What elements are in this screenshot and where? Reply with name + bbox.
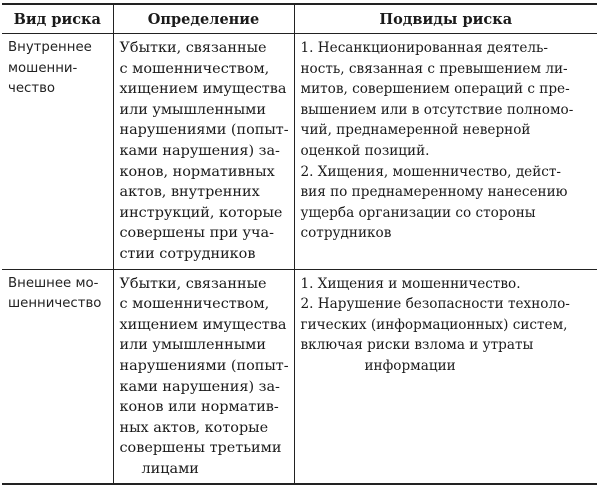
cell-line: нарушениями (попыт- — [119, 357, 289, 374]
cell-line: или умышленными — [119, 101, 266, 118]
cell-line: чество — [8, 81, 56, 97]
cell-line: с мошенничеством, — [119, 296, 270, 313]
cell-line: информации — [364, 357, 456, 374]
cell-line: нарушениями (попыт- — [119, 122, 289, 139]
cell-line: включая риски взлома и утраты — [300, 337, 534, 354]
cell-line: 2. Хищения, мошенничество, дейст- — [300, 163, 562, 180]
table-row-internal-fraud — [2, 34, 597, 270]
cell-line: лицами — [141, 460, 199, 477]
cell-line: шенничество — [8, 296, 102, 312]
cell-line: инструкций, которые — [119, 204, 283, 221]
cell-line: мошенни- — [8, 60, 78, 76]
cell-subtypes — [294, 269, 597, 484]
cell-line: гических (информационных) систем, — [300, 316, 568, 333]
cell-risk-type — [2, 269, 113, 484]
cell-line: конов или норматив- — [119, 399, 279, 416]
cell-line: ных актов, которые — [119, 419, 269, 436]
cell-line: ками нарушения) за- — [119, 378, 280, 395]
cell-line: Убытки, связанные — [119, 275, 267, 292]
cell-line: с мошенничеством, — [119, 60, 270, 77]
cell-line: совершены при уча- — [119, 225, 274, 242]
cell-line: чий, преднамеренной неверной — [300, 122, 531, 139]
cell-line: Внешнее мо- — [8, 275, 99, 291]
cell-risk-type — [2, 34, 113, 270]
cell-line: сотрудников — [300, 225, 392, 242]
cell-line: 1. Хищения и мошенничество. — [300, 275, 521, 292]
cell-line: Внутреннее — [8, 40, 92, 55]
table-row-external-fraud — [2, 269, 597, 484]
cell-line: митов, совершением операций с пре- — [300, 81, 570, 98]
cell-line: вия по преднамеренному нанесению — [300, 184, 568, 201]
cell-line: 1. Несанкционированная деятель- — [300, 40, 549, 56]
cell-subtypes — [294, 34, 597, 270]
header-definition: Определение — [113, 4, 294, 34]
cell-definition — [113, 34, 294, 270]
cell-line: хищением имущества — [119, 81, 287, 98]
cell-line: конов, нормативных — [119, 163, 275, 180]
cell-line: ность, связанная с превышением ли- — [300, 60, 568, 77]
cell-line: ущерба организации со стороны — [300, 204, 536, 221]
header-row — [2, 4, 597, 34]
cell-line: Убытки, связанные — [119, 40, 267, 56]
cell-line: 2. Нарушение безопасности техноло- — [300, 296, 570, 313]
cell-line: совершены третьими — [119, 440, 282, 457]
cell-line: хищением имущества — [119, 316, 287, 333]
cell-line: оценкой позиций. — [300, 142, 430, 159]
cell-definition — [113, 269, 294, 484]
cell-line: актов, внутренних — [119, 184, 260, 201]
cell-line: или умышленными — [119, 337, 266, 354]
cell-line: ками нарушения) за- — [119, 142, 280, 159]
cell-line: вышением или в отсутствие полномо- — [300, 101, 574, 118]
cell-line: стии сотрудников — [119, 245, 256, 262]
header-subtypes: Подвиды риска — [294, 4, 597, 34]
risk-table — [2, 3, 597, 485]
header-risk-type: Вид риска — [2, 4, 113, 34]
